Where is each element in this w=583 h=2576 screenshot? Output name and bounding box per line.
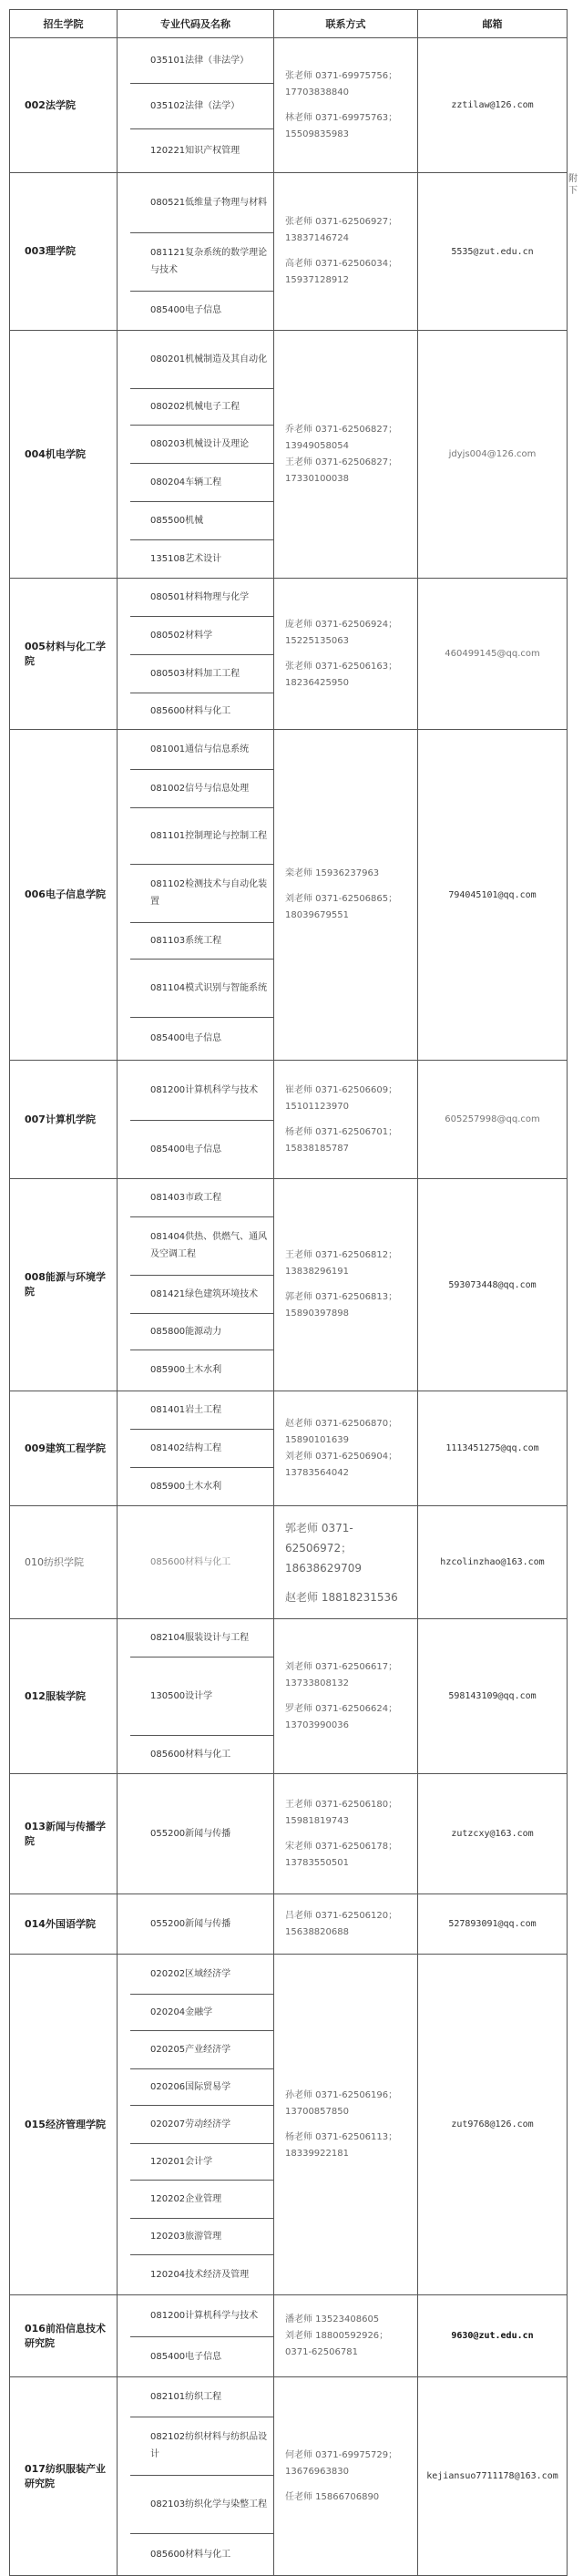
table-row <box>10 1179 568 1391</box>
college-name: 013新闻与传播学院 <box>10 1774 118 1894</box>
table-row <box>10 1955 568 2295</box>
contact-line: 高老师 0371-62506034；15937128912 <box>285 259 398 285</box>
major-item: 020206国际贸易学 <box>130 2068 273 2105</box>
contact-cell <box>274 38 418 173</box>
major-item: 055200新闻与传播 <box>150 1829 231 1839</box>
table-header-row <box>10 10 568 38</box>
contact-cell <box>274 1955 418 2295</box>
college-name: 009建筑工程学院 <box>10 1391 118 1506</box>
contact-cell <box>274 1894 418 1955</box>
major-item: 080202机械电子工程 <box>130 388 273 425</box>
contact-cell <box>274 1774 418 1894</box>
college-name: 010纺织学院 <box>10 1506 118 1619</box>
contact-line: 孙老师 0371-62506196；13700857850 <box>285 2089 398 2117</box>
major-item: 120203旅游管理 <box>130 2218 273 2254</box>
contact-cell <box>274 1506 418 1619</box>
header-contact: 联系方式 <box>274 10 418 38</box>
table-row <box>10 1619 568 1774</box>
major-list <box>118 173 274 331</box>
contact-line: 赵老师 18818231536 <box>285 1590 398 1604</box>
contact-line: 乔老师 0371-62506827；13949058054 <box>285 424 398 451</box>
major-item: 020204金融学 <box>130 1994 273 2030</box>
contact-line: 吕老师 0371-62506120；15638820688 <box>285 1910 398 1937</box>
major-list <box>118 1506 274 1619</box>
major-item: 120201会计学 <box>130 2143 273 2180</box>
contact-line: 罗老师 0371-62506624；13703990036 <box>285 1703 398 1730</box>
table-row <box>10 1391 568 1506</box>
email-cell: hzcolinzhao@163.com <box>418 1506 568 1619</box>
college-name: 003理学院 <box>10 173 118 331</box>
major-item: 135108艺术设计 <box>130 539 273 578</box>
table-row <box>10 38 568 173</box>
major-item: 081401岩土工程 <box>150 1405 222 1415</box>
college-name: 007计算机学院 <box>10 1061 118 1179</box>
contact-line: 庞老师 0371-62506924；15225135063 <box>285 619 398 646</box>
table-row <box>10 579 568 730</box>
major-item: 081103系统工程 <box>130 922 273 959</box>
email-cell: 527893091@qq.com <box>418 1894 568 1955</box>
email-cell: zutzcxy@163.com <box>418 1774 568 1894</box>
major-item: 082103纺织化学与染整工程 <box>130 2475 273 2533</box>
major-list <box>118 1619 274 1774</box>
major-item: 035102法律（法学） <box>130 83 273 128</box>
major-item: 081002信号与信息处理 <box>130 769 273 807</box>
college-name: 014外国语学院 <box>10 1894 118 1955</box>
email-cell: zut9768@126.com <box>418 1955 568 2295</box>
major-list <box>118 1894 274 1955</box>
major-item: 080201机械制造及其自动化 <box>150 354 268 364</box>
contact-line: 林老师 0371-69975763；15509835983 <box>285 112 398 139</box>
major-item: 081402结构工程 <box>130 1429 273 1467</box>
table-row <box>10 173 568 331</box>
major-item: 081403市政工程 <box>150 1193 222 1203</box>
contact-line: 刘老师 0371-62506904；13783564042 <box>285 1451 398 1478</box>
major-list <box>118 1774 274 1894</box>
email-cell: 593073448@qq.com <box>418 1179 568 1391</box>
major-item: 120221知识产权管理 <box>130 128 273 172</box>
major-item: 130500设计学 <box>130 1657 273 1735</box>
email-cell: jdyjs004@126.com <box>418 331 568 579</box>
contact-cell <box>274 1619 418 1774</box>
admissions-table <box>9 9 568 2576</box>
contact-line: 杨老师 0371-62506701；15838185787 <box>285 1126 398 1154</box>
major-item: 081421绿色建筑环境技术 <box>130 1275 273 1313</box>
major-item: 080521低维量子物理与材料 <box>150 198 268 208</box>
major-item: 085600材料与化工 <box>130 1735 273 1773</box>
major-list <box>118 2295 274 2377</box>
major-list <box>118 1391 274 1506</box>
side-note: 附下 <box>568 174 578 196</box>
contact-line: 崔老师 0371-62506609；15101123970 <box>285 1084 398 1112</box>
major-item: 085600材料与化工 <box>130 693 273 729</box>
contact-line: 潘老师 13523408605 <box>285 2314 380 2325</box>
email-cell: 794045101@qq.com <box>418 730 568 1061</box>
contact-line: 栾老师 15936237963 <box>285 868 380 878</box>
contact-line: 赵老师 0371-62506870；15890101639 <box>285 1418 398 1445</box>
major-item: 081104模式识别与智能系统 <box>130 959 273 1017</box>
major-item: 082101纺织工程 <box>150 2392 222 2402</box>
major-list <box>118 1179 274 1391</box>
admissions-table-wrapper <box>9 9 567 2576</box>
table-row <box>10 1894 568 1955</box>
major-item: 085400电子信息 <box>130 291 273 330</box>
contact-line: 刘老师 0371-62506865；18039679551 <box>285 894 398 920</box>
major-list <box>118 1061 274 1179</box>
college-name: 016前沿信息技术研究院 <box>10 2295 118 2377</box>
major-item: 120202企业管理 <box>130 2180 273 2218</box>
college-name: 002法学院 <box>10 38 118 173</box>
contact-cell <box>274 2377 418 2576</box>
contact-line: 张老师 0371-62506927；13837146724 <box>285 217 398 243</box>
college-name: 012服装学院 <box>10 1619 118 1774</box>
contact-cell <box>274 1391 418 1506</box>
college-name: 005材料与化工学院 <box>10 579 118 730</box>
major-item: 085400电子信息 <box>130 2336 273 2376</box>
header-college: 招生学院 <box>10 10 118 38</box>
major-item: 120204技术经济及管理 <box>130 2254 273 2294</box>
major-item: 080501材料物理与化学 <box>150 592 250 602</box>
email-cell: 5535@zut.edu.cn <box>418 173 568 331</box>
contact-line: 何老师 0371-69975729；13676963830 <box>285 2449 398 2477</box>
major-item: 085500机械 <box>130 501 273 539</box>
college-name: 017纺织服装产业研究院 <box>10 2377 118 2576</box>
major-item: 085900土木水利 <box>130 1467 273 1505</box>
contact-line: 张老师 0371-62506163；18236425950 <box>285 661 398 688</box>
major-item: 055200新闻与传播 <box>150 1919 231 1929</box>
contact-cell <box>274 730 418 1061</box>
major-item: 080203机械设计及理论 <box>130 425 273 463</box>
contact-line: 张老师 0371-69975756；17703838840 <box>285 70 398 97</box>
major-list <box>118 730 274 1061</box>
email-cell: 460499145@qq.com <box>418 579 568 730</box>
table-row <box>10 2295 568 2377</box>
email-cell: 598143109@qq.com <box>418 1619 568 1774</box>
contact-line: 宋老师 0371-62506178；13783550501 <box>285 1841 398 1868</box>
contact-cell <box>274 579 418 730</box>
major-list <box>118 331 274 579</box>
contact-line: 郭老师 0371-62506972；18638629709 <box>285 1521 362 1575</box>
major-item: 085900土木水利 <box>130 1350 273 1391</box>
major-item: 020202区域经济学 <box>150 1969 231 1979</box>
contact-cell <box>274 1061 418 1179</box>
major-item: 085600材料与化工 <box>130 2533 273 2575</box>
email-cell: zztilaw@126.com <box>418 38 568 173</box>
major-item: 080204车辆工程 <box>130 463 273 501</box>
major-item: 085400电子信息 <box>130 1017 273 1060</box>
major-item: 082104服装设计与工程 <box>150 1633 250 1643</box>
contact-line: 任老师 15866706890 <box>285 2491 380 2502</box>
major-list <box>118 1955 274 2295</box>
table-row <box>10 331 568 579</box>
contact-cell <box>274 2295 418 2377</box>
major-list <box>118 38 274 173</box>
contact-cell <box>274 173 418 331</box>
major-item: 081200计算机科学与技术 <box>150 1085 259 1095</box>
college-name: 008能源与环境学院 <box>10 1179 118 1391</box>
major-item: 080503材料加工工程 <box>130 654 273 693</box>
contact-line: 王老师 0371-62506812；13838296191 <box>285 1250 398 1277</box>
major-item: 035101法律（非法学） <box>150 56 250 66</box>
major-item: 081200计算机科学与技术 <box>150 2311 259 2321</box>
major-item: 085400电子信息 <box>130 1120 273 1178</box>
major-item: 081121复杂系统的数学理论与技术 <box>130 232 273 291</box>
email-cell: 1113451275@qq.com <box>418 1391 568 1506</box>
contact-line: 王老师 0371-62506180；15981819743 <box>285 1799 398 1826</box>
major-item: 085600材料与化工 <box>150 1557 231 1567</box>
contact-line: 刘老师 18800592926；0371-62506781 <box>285 2330 389 2357</box>
college-name: 006电子信息学院 <box>10 730 118 1061</box>
contact-line: 杨老师 0371-62506113；18339922181 <box>285 2131 398 2159</box>
major-item: 081001通信与信息系统 <box>150 744 250 754</box>
major-list <box>118 579 274 730</box>
contact-cell <box>274 331 418 579</box>
email-cell: 9630@zut.edu.cn <box>418 2295 568 2377</box>
major-item: 081101控制理论与控制工程 <box>130 807 273 864</box>
major-item: 081102检测技术与自动化装置 <box>130 864 273 922</box>
major-item: 020205产业经济学 <box>130 2030 273 2068</box>
table-row <box>10 1506 568 1619</box>
table-row <box>10 2377 568 2576</box>
contact-line: 刘老师 0371-62506617；13733808132 <box>285 1661 398 1688</box>
major-item: 080502材料学 <box>130 616 273 654</box>
major-item: 082102纺织材料与纺织品设计 <box>130 2417 273 2475</box>
email-cell: 605257998@qq.com <box>418 1061 568 1179</box>
table-row <box>10 730 568 1061</box>
contact-line: 郭老师 0371-62506813；15890397898 <box>285 1292 398 1319</box>
header-major: 专业代码及名称 <box>118 10 274 38</box>
major-item: 020207劳动经济学 <box>130 2105 273 2143</box>
college-name: 015经济管理学院 <box>10 1955 118 2295</box>
contact-line: 王老师 0371-62506827；17330100038 <box>285 457 398 484</box>
major-item: 081404供热、供燃气、通风及空调工程 <box>130 1216 273 1275</box>
college-name: 004机电学院 <box>10 331 118 579</box>
major-list <box>118 2377 274 2576</box>
table-row <box>10 1774 568 1894</box>
contact-cell <box>274 1179 418 1391</box>
table-row <box>10 1061 568 1179</box>
header-email: 邮箱 <box>418 10 568 38</box>
email-cell: kejiansuo7711178@163.com <box>418 2377 568 2576</box>
major-item: 085800能源动力 <box>130 1313 273 1350</box>
